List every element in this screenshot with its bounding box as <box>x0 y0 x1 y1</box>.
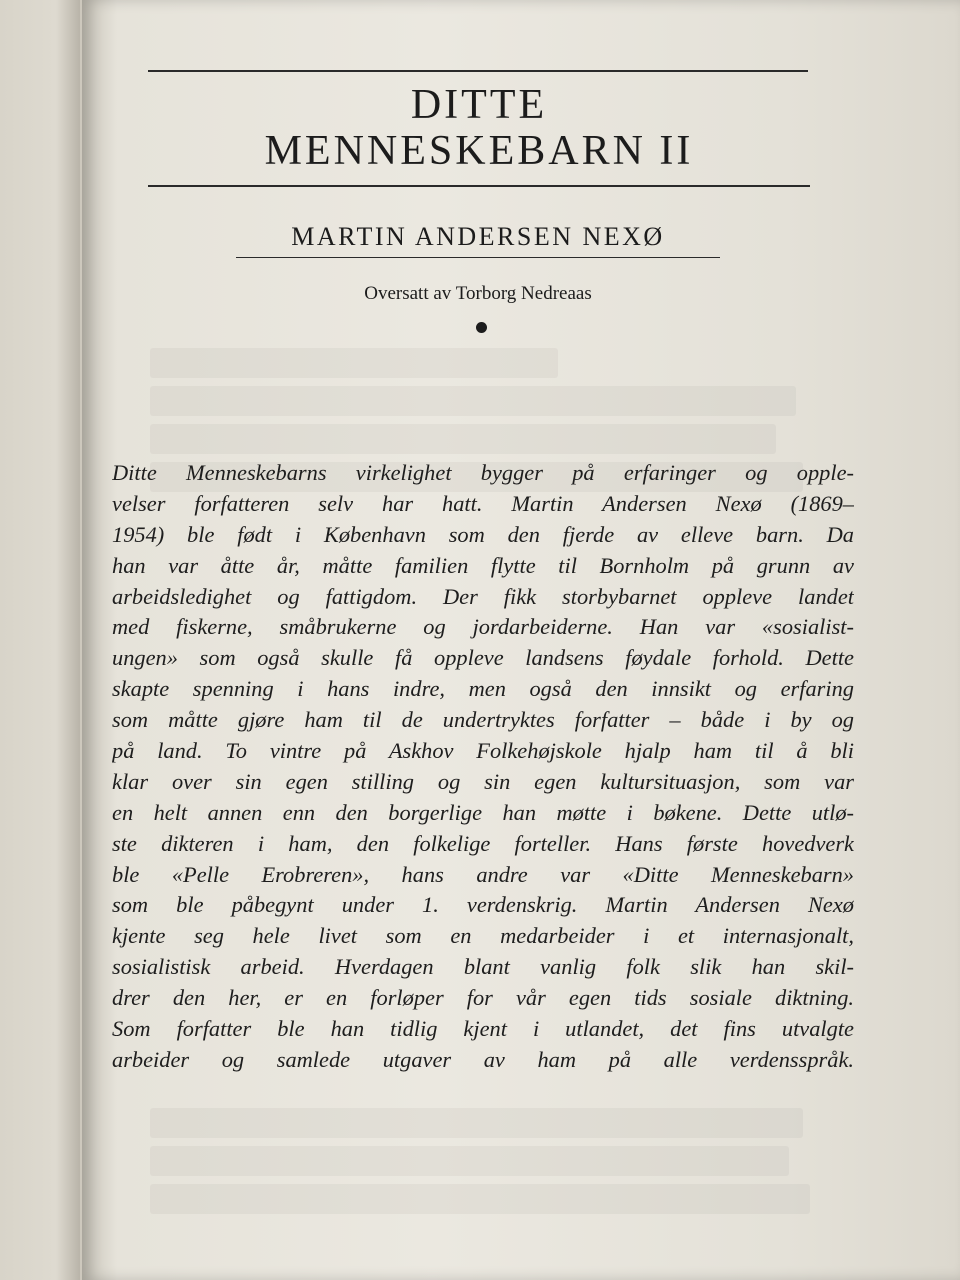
body-line: en helt annen enn den borgerlige han møtte i bøkene. Dette utlø- <box>112 799 854 825</box>
body-line: ble «Pelle Erobreren», hans andre var «Ditte Menneskebarn» <box>112 861 854 887</box>
top-rule <box>148 70 808 72</box>
author-rule <box>236 257 720 258</box>
body-line: kjente seg hele livet som en medarbeider i et internasjonalt, <box>112 923 854 949</box>
body-line: som måtte gjøre ham til de undertryktes forfatter – både i by og <box>112 707 854 733</box>
left-page-edge <box>0 0 80 1280</box>
title-line-1: DITTE <box>410 82 548 128</box>
title-rule <box>148 185 810 187</box>
body-line: arbeidsledighet og fattigdom. Der fikk storbybarnet oppleve landet <box>112 583 854 609</box>
author-name: MARTIN ANDERSEN NEXØ <box>291 222 665 251</box>
body-line: Ditte Menneskebarns virkelighet bygger på erfaringer og opple- <box>112 460 854 485</box>
body-line: Som forfatter ble han tidlig kjent i utlandet, det fins utvalgte <box>112 1016 854 1042</box>
translator-credit: Oversatt av Torborg Nedreaas <box>364 283 592 304</box>
body-line: på land. To vintre på Askhov Folkehøjskole hjalp ham til å bli <box>112 738 854 764</box>
body-line: skapte spenning i hans indre, men også den innsikt og erfaring <box>112 676 854 702</box>
body-line: klar over sin egen stilling og sin egen kultursituasjon, som var <box>112 768 854 794</box>
body-line: han var åtte år, måtte familien flytte til Bornholm på grunn av <box>112 552 854 578</box>
body-line: velser forfatteren selv har hatt. Martin Andersen Nexø (1869– <box>112 490 854 516</box>
body-line: som ble påbegynt under 1. verdenskrig. Martin Andersen Nexø <box>112 892 854 918</box>
body-line: ungen» som også skulle få oppleve landsens føydale forhold. Dette <box>112 645 854 671</box>
body-line: drer den her, er en forløper for vår egen tids sosiale diktning. <box>112 985 854 1011</box>
body-line: 1954) ble født i København som den fjerde av elleve barn. Da <box>112 521 854 547</box>
body-line: med fiskerne, småbrukerne og jordarbeiderne. Han var «sosialist- <box>112 614 854 640</box>
body-line: sosialistisk arbeid. Hverdagen blant vanlig folk slik han skil- <box>112 954 854 980</box>
body-line: arbeider og samlede utgaver av ham på alle verdensspråk. <box>112 1046 854 1072</box>
body-line: ste dikteren i ham, den folkelige forteller. Hans første hovedverk <box>112 830 854 856</box>
title-line-2: MENNESKEBARN II <box>264 128 694 174</box>
bullet-ornament <box>476 322 487 333</box>
body-paragraph <box>112 458 854 1076</box>
